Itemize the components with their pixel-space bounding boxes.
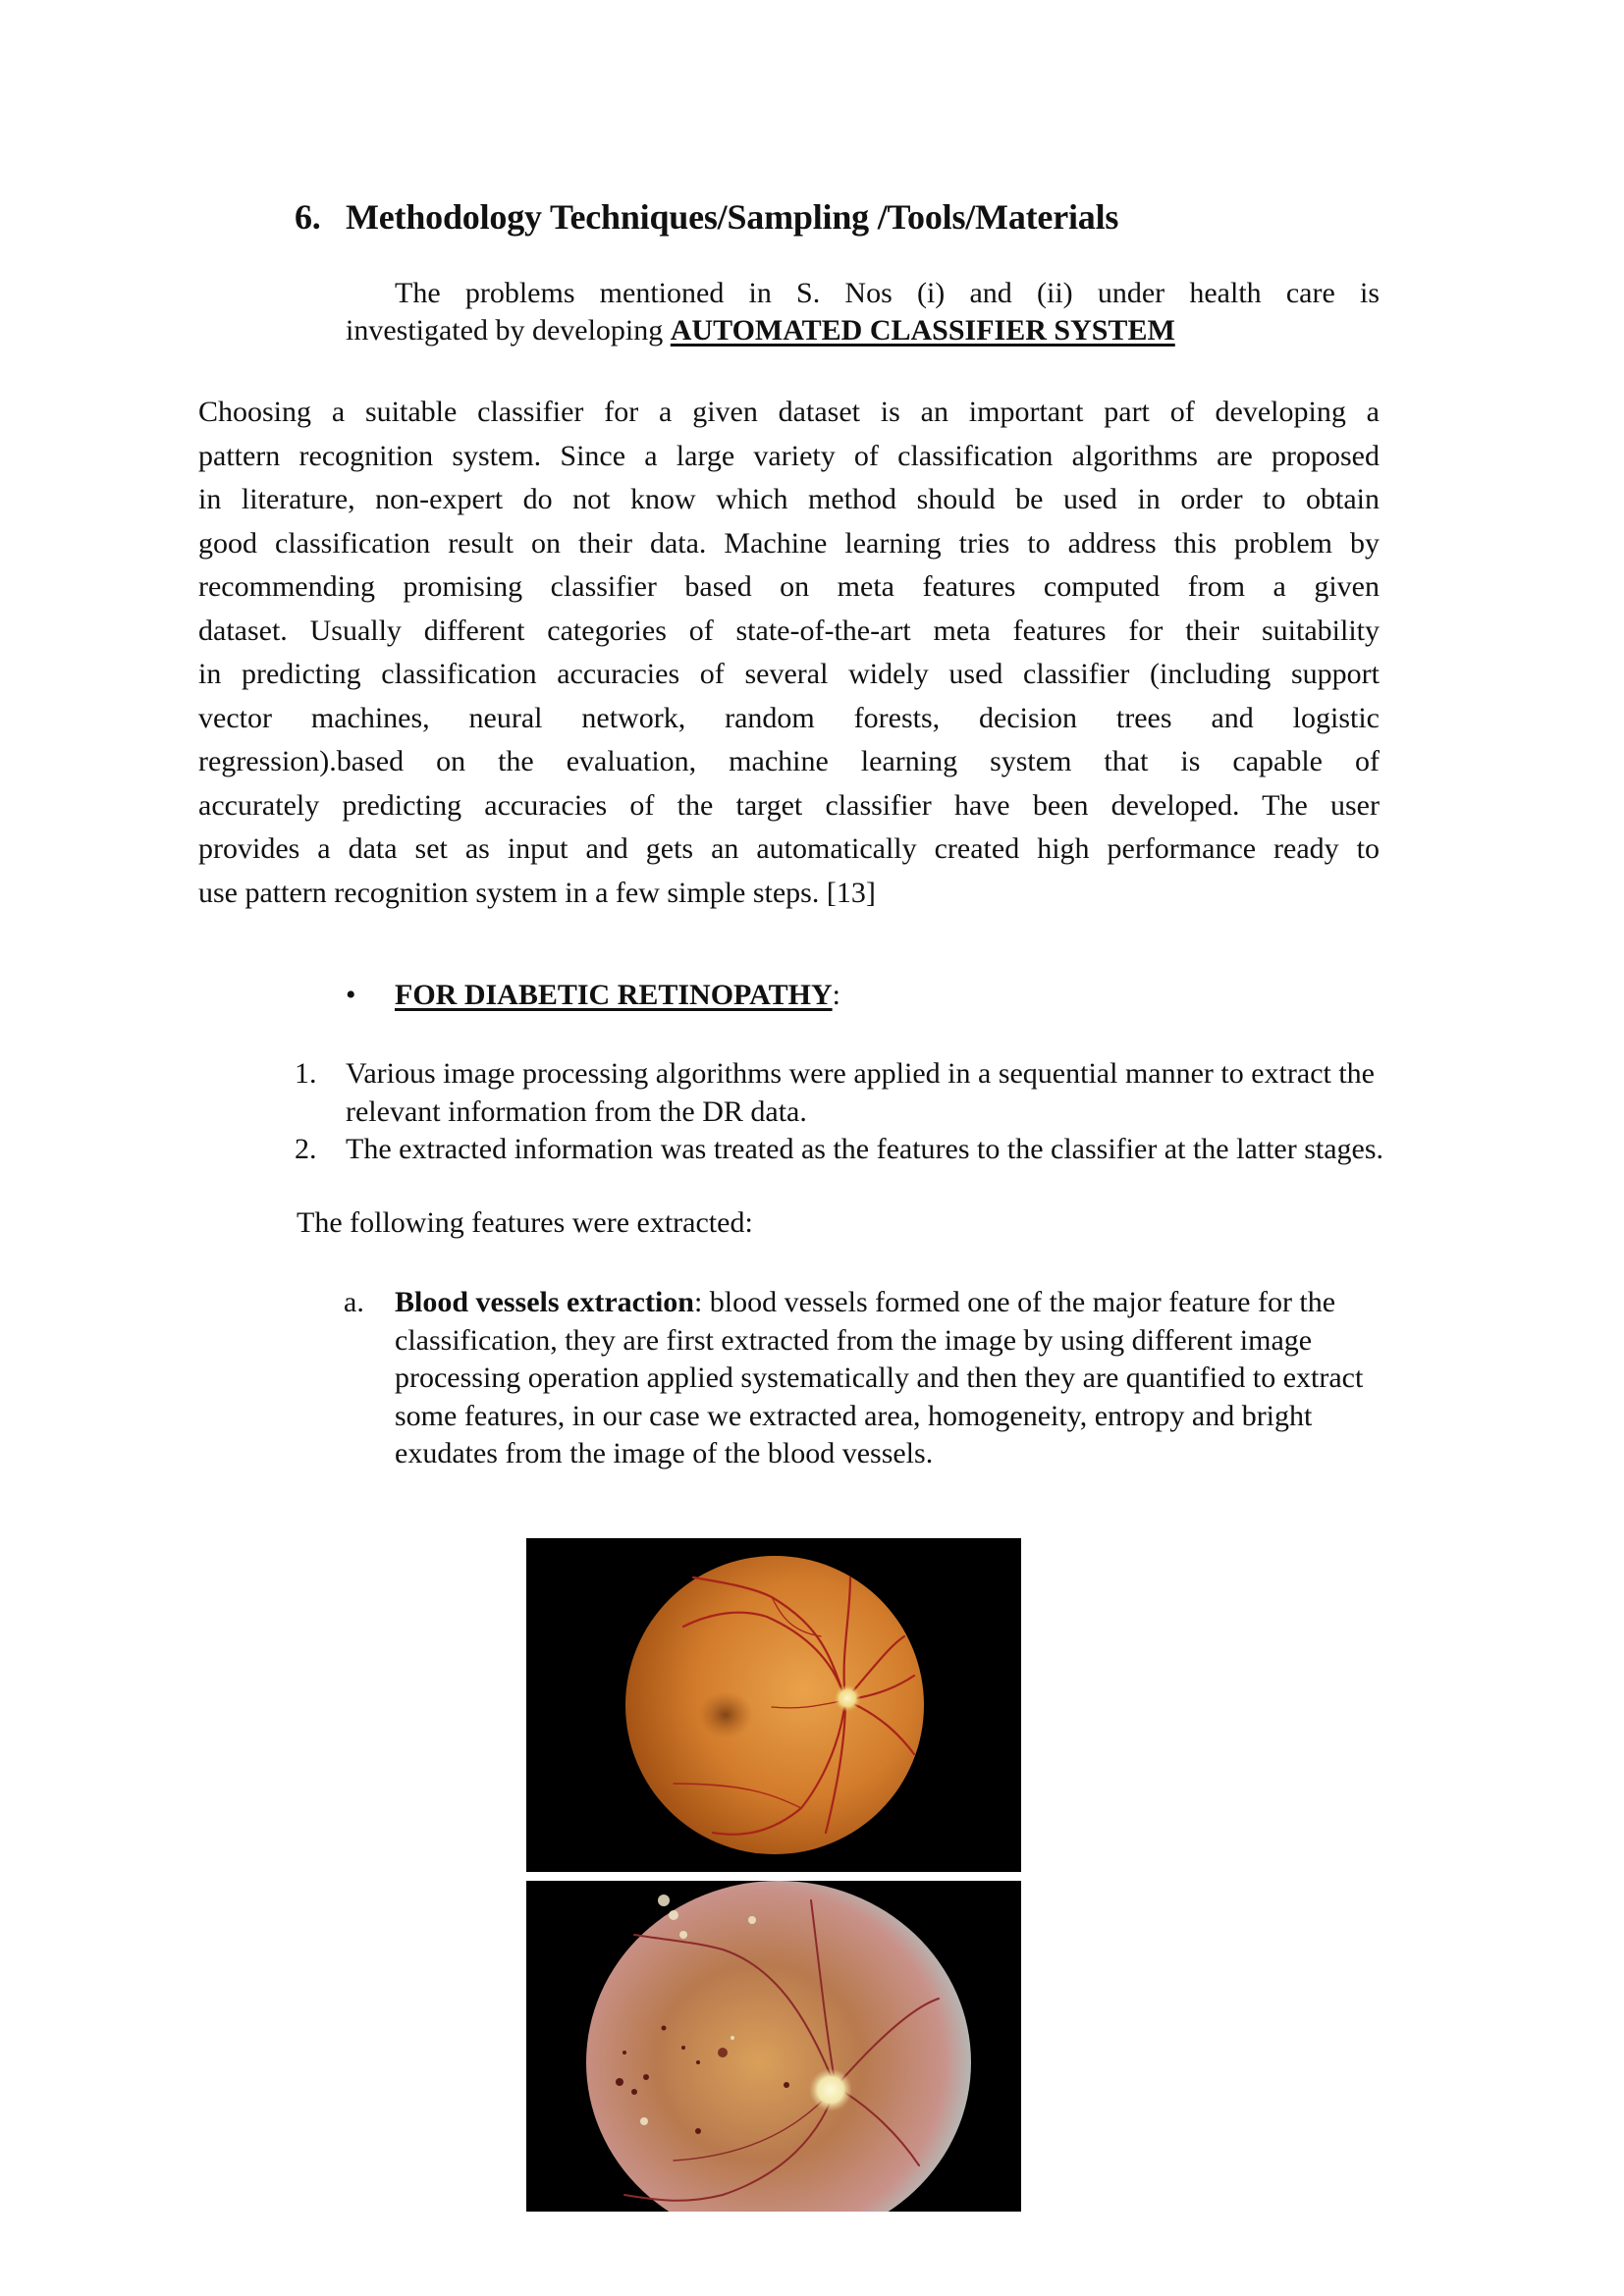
intro-line-2 xyxy=(346,312,1380,349)
paragraph-line: Choosing a suitable classifier for a given dataset is an important part of developing a xyxy=(198,396,1380,428)
section-number: 6. xyxy=(295,197,321,237)
feature-text: : blood vessels formed one of the major feature for the classification, they are first extracted from the image by using different image processing operation applied systematically and then they are quantified to extract some features, in our case we extracted area, homogeneity, entropy and bright exudates from the image of the blood vessels. xyxy=(395,1286,1364,1469)
section-heading xyxy=(295,196,1118,238)
intro-line-2-text: investigated by developing xyxy=(346,314,671,347)
paragraph-line: in literature, non-expert do not know which method should be used in order to obtain xyxy=(198,483,1380,515)
optic-disc xyxy=(809,2068,852,2111)
list-item xyxy=(295,1055,1384,1131)
paragraph-line: pattern recognition system. Since a large variety of classification algorithms are proposed xyxy=(198,439,1380,472)
feature-description xyxy=(395,1284,1404,1473)
intro-paragraph xyxy=(346,275,1380,349)
body-paragraph xyxy=(198,391,1380,915)
retina-illustration xyxy=(526,1538,1021,1872)
fundus-disc xyxy=(625,1556,924,1854)
paragraph-line: good classification result on their data. Machine learning tries to address this problem by xyxy=(198,526,1380,560)
list-item xyxy=(295,1131,1384,1169)
paragraph-line: use pattern recognition system in a few simple steps. [13] xyxy=(198,876,876,909)
list-marker: 2. xyxy=(295,1133,317,1165)
paragraph-line: recommending promising classifier based on meta features computed from a given xyxy=(198,570,1380,603)
retina-illustration xyxy=(526,1881,1021,2212)
list-item-text: The extracted information was treated as the features to the classifier at the latter stages. xyxy=(346,1133,1384,1165)
paragraph-line: vector machines, neural network, random forests, decision trees and logistic xyxy=(198,701,1380,734)
bullet-label: FOR DIABETIC RETINOPATHY xyxy=(395,979,833,1011)
section-title: Methodology Techniques/Sampling /Tools/Materials xyxy=(346,197,1119,237)
diabetic-retinopathy-image xyxy=(526,1881,1021,2212)
diabetic-retinopathy-bullet xyxy=(346,979,840,1012)
feature-list-item xyxy=(344,1284,1404,1473)
paragraph-line: in predicting classification accuracies of several widely used classifier (including support xyxy=(198,658,1380,690)
bullet-suffix: : xyxy=(832,979,840,1011)
bullet-icon: • xyxy=(346,979,356,1011)
numbered-list xyxy=(295,1055,1384,1169)
optic-disc xyxy=(834,1684,861,1712)
list-marker: a. xyxy=(344,1286,364,1318)
following-features-text: The following features were extracted: xyxy=(297,1206,753,1239)
list-marker: 1. xyxy=(295,1057,317,1090)
paragraph-line: dataset. Usually different categories of state-of-the-art meta features for their suitability xyxy=(198,614,1380,647)
paragraph-line: regression).based on the evaluation, machine learning system that is capable of xyxy=(198,745,1380,777)
intro-line-1: The problems mentioned in S. Nos (i) and (ii) under health care is xyxy=(395,277,1380,309)
paragraph-line: accurately predicting accuracies of the target classifier have been developed. The user xyxy=(198,788,1380,822)
normal-retina-image xyxy=(526,1538,1021,1872)
paragraph-line: provides a data set as input and gets an automatically created high performance ready to xyxy=(198,832,1380,865)
feature-title: Blood vessels extraction xyxy=(395,1286,694,1318)
list-item-text: Various image processing algorithms were applied in a sequential manner to extract the relevant information from the DR data. xyxy=(346,1057,1375,1128)
automated-classifier-emphasis: AUTOMATED CLASSIFIER SYSTEM xyxy=(670,314,1175,347)
macula xyxy=(698,1691,753,1738)
